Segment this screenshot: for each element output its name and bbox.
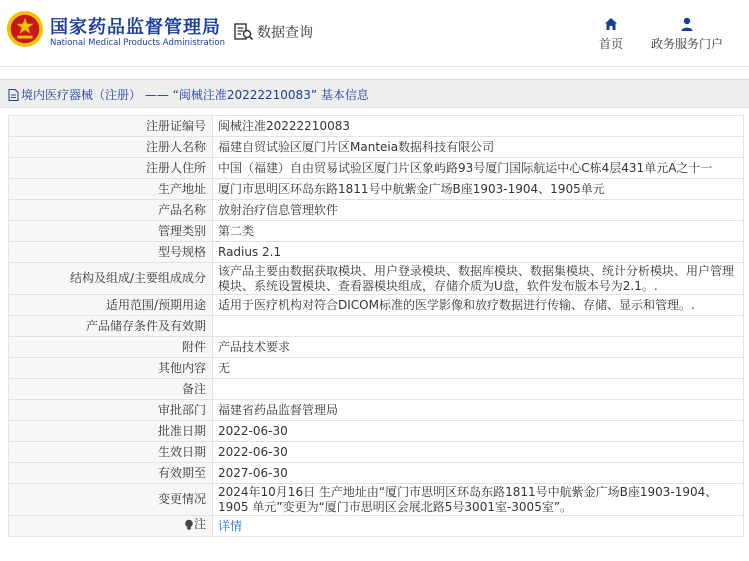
field-label: 注册人住所 — [9, 158, 213, 179]
field-label: 其他内容 — [9, 358, 213, 379]
nav-home[interactable] — [596, 16, 626, 52]
table-row — [9, 137, 744, 158]
table-row — [9, 400, 744, 421]
table-row — [9, 463, 744, 484]
note-label-cell — [9, 516, 213, 537]
header-divider — [0, 66, 749, 67]
table-row — [9, 442, 744, 463]
table-row — [9, 516, 744, 537]
field-value: 产品技术要求 — [213, 337, 744, 358]
table-row — [9, 221, 744, 242]
table-row — [9, 116, 744, 137]
table-row — [9, 242, 744, 263]
field-label: 有效期至 — [9, 463, 213, 484]
table-row — [9, 200, 744, 221]
field-label: 型号规格 — [9, 242, 213, 263]
bulb-icon — [184, 519, 194, 531]
field-label: 审批部门 — [9, 400, 213, 421]
table-row — [9, 158, 744, 179]
breadcrumb-content — [8, 86, 369, 103]
field-label: 结构及组成/主要组成成分 — [9, 263, 213, 295]
data-query-label: 数据查询 — [257, 25, 313, 41]
field-value: 厦门市思明区环岛东路1811号中航紫金广场B座1903-1904、1905单元 — [213, 179, 744, 200]
field-value: 2022-06-30 — [213, 421, 744, 442]
nav-gov-portal[interactable] — [648, 16, 726, 52]
nav-home-label: 首页 — [598, 37, 623, 51]
table-row — [9, 379, 744, 400]
field-label: 批准日期 — [9, 421, 213, 442]
site-title-english: National Medical Products Administration — [50, 38, 225, 48]
field-label: 注册人名称 — [9, 137, 213, 158]
field-value: 适用于医疗机构对符合DICOM标准的医学影像和放疗数据进行传输、存储、显示和管理。. — [213, 295, 744, 316]
breadcrumb — [0, 79, 749, 108]
field-label: 生效日期 — [9, 442, 213, 463]
field-label: 备注 — [9, 379, 213, 400]
field-label: 注册证编号 — [9, 116, 213, 137]
field-label: 附件 — [9, 337, 213, 358]
field-value — [213, 316, 744, 337]
nav-gov-portal-label: 政务服务门户 — [650, 37, 723, 51]
table-row — [9, 179, 744, 200]
table-row — [9, 316, 744, 337]
table-row — [9, 358, 744, 379]
field-label: 产品名称 — [9, 200, 213, 221]
table-row — [9, 421, 744, 442]
field-value: 福建自贸试验区厦门片区Manteia数据科技有限公司 — [213, 137, 744, 158]
field-value: 无 — [213, 358, 744, 379]
field-value: 2027-06-30 — [213, 463, 744, 484]
field-value: 第二类 — [213, 221, 744, 242]
data-query-icon — [234, 23, 254, 41]
table-row — [9, 337, 744, 358]
table-row — [9, 263, 744, 295]
home-icon — [603, 16, 619, 32]
table-row — [9, 295, 744, 316]
note-label: 注 — [193, 517, 206, 532]
site-title: 国家药品监督管理局 — [50, 17, 221, 38]
field-value: 2024年10月16日 生产地址由“厦门市思明区环岛东路1811号中航紫金广场B座1903-1904、1905 单元”变更为“厦门市思明区会展北路5号3001室-3005室”。 — [213, 484, 744, 516]
field-value — [213, 379, 744, 400]
field-value: 2022-06-30 — [213, 442, 744, 463]
field-label: 管理类别 — [9, 221, 213, 242]
field-value: 该产品主要由数据获取模块、用户登录模块、数据库模块、数据集模块、统计分析模块、用户管理模块、系统设置模块、查看器模块组成，存储介质为U盘，软件发布版本号为2.1。. — [213, 263, 744, 295]
user-icon — [679, 16, 695, 32]
details-link[interactable]: 详情 — [218, 518, 243, 533]
data-query-link[interactable] — [234, 22, 313, 42]
emblem-logo — [6, 10, 44, 48]
field-value: 放射治疗信息管理软件 — [213, 200, 744, 221]
note-value-cell — [213, 516, 744, 537]
field-label: 产品储存条件及有效期 — [9, 316, 213, 337]
registration-info-table — [8, 115, 744, 537]
table-row — [9, 484, 744, 516]
document-icon — [8, 89, 19, 101]
field-label: 生产地址 — [9, 179, 213, 200]
field-value: 闽械注准20222210083 — [213, 116, 744, 137]
site-header — [0, 0, 749, 66]
field-label: 变更情况 — [9, 484, 213, 516]
breadcrumb-text: 境内医疗器械（注册） —— “闽械注准20222210083” 基本信息 — [21, 88, 369, 102]
field-value: 中国（福建）自由贸易试验区厦门片区象屿路93号厦门国际航运中心C栋4层431单元A之十一 — [213, 158, 744, 179]
field-value: Radius 2.1 — [213, 242, 744, 263]
field-label: 适用范围/预期用途 — [9, 295, 213, 316]
field-value: 福建省药品监督管理局 — [213, 400, 744, 421]
